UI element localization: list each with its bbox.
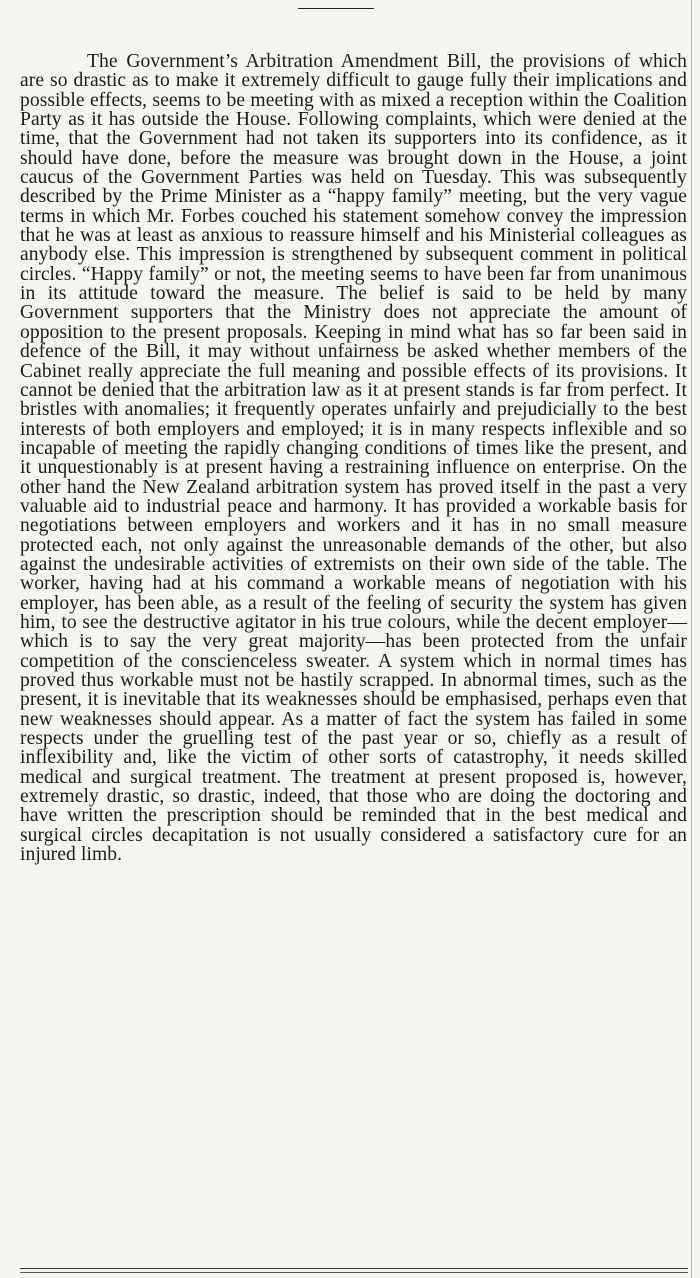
top-divider-rule (298, 8, 374, 9)
editorial-paragraph: The Government’s Arbitration Amendment Bill, the provisions of which are so drastic as to make it extremely difficult to gauge fully their implications and possible effects, seems to be meeting with as mixed a reception within the Coalition Party as it has outside the House. Following complaints, which were denied at the time, that the Government had not taken its supporters into its confidence, as it should have done, before the measure was brought down in the House, a joint caucus of the Government Parties was held on Tuesday. This was subsequently described by the Prime Minister as a “happy family” meeting, but the very vague terms in which Mr. Forbes couched his statement somehow convey the impression that he was at least as anxious to reassure himself and his Ministerial colleagues as anybody else. This impression is strengthened by subsequent comment in political circles. “Happy family” or not, the meeting seems to have been far from unanimous in its attitude toward the measure. The belief is said to be held by many Government supporters that the Ministry does not appreciate the amount of opposition to the present proposals. Keeping in mind what has so far been said in defence of the Bill, it may without unfairness be asked whether members of the Cabinet really appreciate the full meaning and possible effects of its provisions. It cannot be denied that the arbitration law as it at present stands is far from perfect. It bristles with anomalies; it frequently operates unfairly and prejudicially to the best interests of both employers and employed; it is in many respects inflexible and so incapable of meeting the rapidly changing conditions of times like the present, and it unquestionably is at present having a restraining influence on enterprise. On the other hand the New Zealand arbitration system has proved itself in the past a very valuable aid to industrial peace and harmony. It has provided a workable basis for negotiations between employers and workers and it has in no small measure protected each, not only against the unreasonable demands of the other, but also against the undesirable activities of extremists on their own side of the table. The worker, having had at his command a workable means of negotiation with his employer, has been able, as a result of the feeling of security the system has given him, to see the destructive agitator in his true colours, while the decent employer—which is to say the very great majority—has been protected from the unfair competition of the conscienceless sweater. A system which in normal times has proved thus workable must not be hastily scrapped. In abnormal times, such as the present, it is inevitable that its weaknesses should be emphasised, perhaps even that new weaknesses should appear. As a matter of fact the system has failed in some respects under the gruelling test of the past year or so, chiefly as a result of inflexibility and, like the victim of other sorts of catastrophy, it needs skilled medical and surgical treatment. The treatment at present proposed is, however, extremely drastic, so drastic, indeed, that those who are doing the doctoring and have written the prescription should be reminded that in the best medical and surgical circles decapitation is not usually considered a satisfactory cure for an injured limb. (20, 51, 687, 866)
bottom-divider-rule (20, 1268, 688, 1269)
column-edge-line (691, 0, 692, 1278)
bottom-divider-rule-secondary (20, 1272, 688, 1273)
